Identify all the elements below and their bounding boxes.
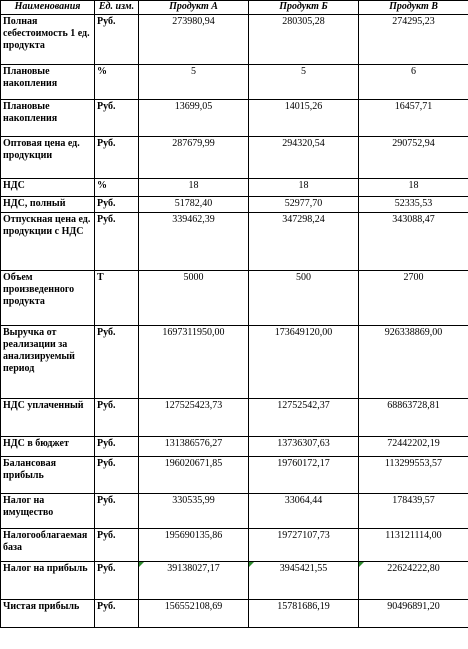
cell-product-b: 19727107,73 <box>249 529 359 562</box>
cell-product-b: 15781686,19 <box>249 600 359 628</box>
row-unit: % <box>95 179 139 197</box>
cell-product-a: 273980,94 <box>139 15 249 65</box>
row-unit: Руб. <box>95 494 139 529</box>
row-unit: Руб. <box>95 15 139 65</box>
table-row <box>1 494 468 529</box>
row-unit: Руб. <box>95 137 139 179</box>
row-unit: Руб. <box>95 600 139 628</box>
header-row <box>1 1 468 15</box>
row-label: Плановые накопления <box>1 65 95 100</box>
cell-product-c: 16457,71 <box>359 100 468 137</box>
header-product-c: Продукт В <box>359 1 468 15</box>
row-unit: Руб. <box>95 437 139 457</box>
row-label: Налогооблагаемая база <box>1 529 95 562</box>
row-unit: % <box>95 65 139 100</box>
cell-product-a: 330535,99 <box>139 494 249 529</box>
cell-product-a: 156552108,69 <box>139 600 249 628</box>
cell-product-b: 18 <box>249 179 359 197</box>
cell-product-b: 3945421,55 <box>249 562 359 600</box>
row-label: Объем произведенного продукта <box>1 271 95 326</box>
cell-product-b: 12752542,37 <box>249 399 359 437</box>
row-unit: Руб. <box>95 399 139 437</box>
row-label: Налог на прибыль <box>1 562 95 600</box>
cell-product-a: 51782,40 <box>139 197 249 213</box>
cell-product-c: 113299553,57 <box>359 457 468 494</box>
row-unit: Руб. <box>95 326 139 399</box>
cell-product-c: 2700 <box>359 271 468 326</box>
cell-product-b: 294320,54 <box>249 137 359 179</box>
row-label: Отпускная цена ед. продукции с НДС <box>1 213 95 271</box>
cell-product-c: 6 <box>359 65 468 100</box>
row-unit: Т <box>95 271 139 326</box>
cell-product-c: 113121114,00 <box>359 529 468 562</box>
cell-product-c: 52335,53 <box>359 197 468 213</box>
cell-product-a: 39138027,17 <box>139 562 249 600</box>
cell-product-a: 18 <box>139 179 249 197</box>
table-row <box>1 100 468 137</box>
table-row <box>1 437 468 457</box>
cell-product-c: 926338869,00 <box>359 326 468 399</box>
cell-product-c: 72442202,19 <box>359 437 468 457</box>
cell-product-a: 339462,39 <box>139 213 249 271</box>
row-label: Оптовая цена ед. продукции <box>1 137 95 179</box>
cell-product-b: 19760172,17 <box>249 457 359 494</box>
row-unit: Руб. <box>95 213 139 271</box>
cell-product-a: 287679,99 <box>139 137 249 179</box>
header-product-a: Продукт А <box>139 1 249 15</box>
table-row <box>1 15 468 65</box>
row-unit: Руб. <box>95 457 139 494</box>
row-label: Выручка от реализации за анализируемый период <box>1 326 95 399</box>
header-product-b: Продукт Б <box>249 1 359 15</box>
cell-product-c: 22624222,80 <box>359 562 468 600</box>
row-label: Чистая прибыль <box>1 600 95 628</box>
cell-product-a: 196020671,85 <box>139 457 249 494</box>
table-row <box>1 399 468 437</box>
cell-product-b: 33064,44 <box>249 494 359 529</box>
table-row <box>1 600 468 628</box>
table-row <box>1 326 468 399</box>
cell-product-b: 173649120,00 <box>249 326 359 399</box>
cell-product-a: 13699,05 <box>139 100 249 137</box>
row-unit: Руб. <box>95 529 139 562</box>
row-label: Налог на имущество <box>1 494 95 529</box>
cell-product-b: 347298,24 <box>249 213 359 271</box>
row-unit: Руб. <box>95 562 139 600</box>
table-row <box>1 562 468 600</box>
cell-product-b: 280305,28 <box>249 15 359 65</box>
cell-product-c: 18 <box>359 179 468 197</box>
table-row <box>1 179 468 197</box>
table-row <box>1 529 468 562</box>
cell-product-b: 14015,26 <box>249 100 359 137</box>
cell-product-c: 290752,94 <box>359 137 468 179</box>
cell-product-b: 500 <box>249 271 359 326</box>
header-name: Наименования <box>1 1 95 15</box>
cell-product-b: 52977,70 <box>249 197 359 213</box>
cell-product-b: 13736307,63 <box>249 437 359 457</box>
row-unit: Руб. <box>95 100 139 137</box>
table-row <box>1 213 468 271</box>
cell-product-a: 127525423,73 <box>139 399 249 437</box>
row-label: Плановые накопления <box>1 100 95 137</box>
table-row <box>1 197 468 213</box>
cell-product-a: 1697311950,00 <box>139 326 249 399</box>
row-label: НДС <box>1 179 95 197</box>
cell-product-b: 5 <box>249 65 359 100</box>
row-label: НДС, полный <box>1 197 95 213</box>
table-row <box>1 65 468 100</box>
cell-product-c: 178439,57 <box>359 494 468 529</box>
cell-product-a: 5 <box>139 65 249 100</box>
cell-product-c: 90496891,20 <box>359 600 468 628</box>
header-unit: Ед. изм. <box>95 1 139 15</box>
cell-product-c: 68863728,81 <box>359 399 468 437</box>
row-label: Балансовая прибыль <box>1 457 95 494</box>
table-row <box>1 271 468 326</box>
cell-product-a: 5000 <box>139 271 249 326</box>
row-label: Полная себестоимость 1 ед. продукта <box>1 15 95 65</box>
cell-product-a: 195690135,86 <box>139 529 249 562</box>
table-row <box>1 457 468 494</box>
cell-product-c: 274295,23 <box>359 15 468 65</box>
cell-product-c: 343088,47 <box>359 213 468 271</box>
row-label: НДС в бюджет <box>1 437 95 457</box>
table-row <box>1 137 468 179</box>
cell-product-a: 131386576,27 <box>139 437 249 457</box>
row-unit: Руб. <box>95 197 139 213</box>
row-label: НДС уплаченный <box>1 399 95 437</box>
